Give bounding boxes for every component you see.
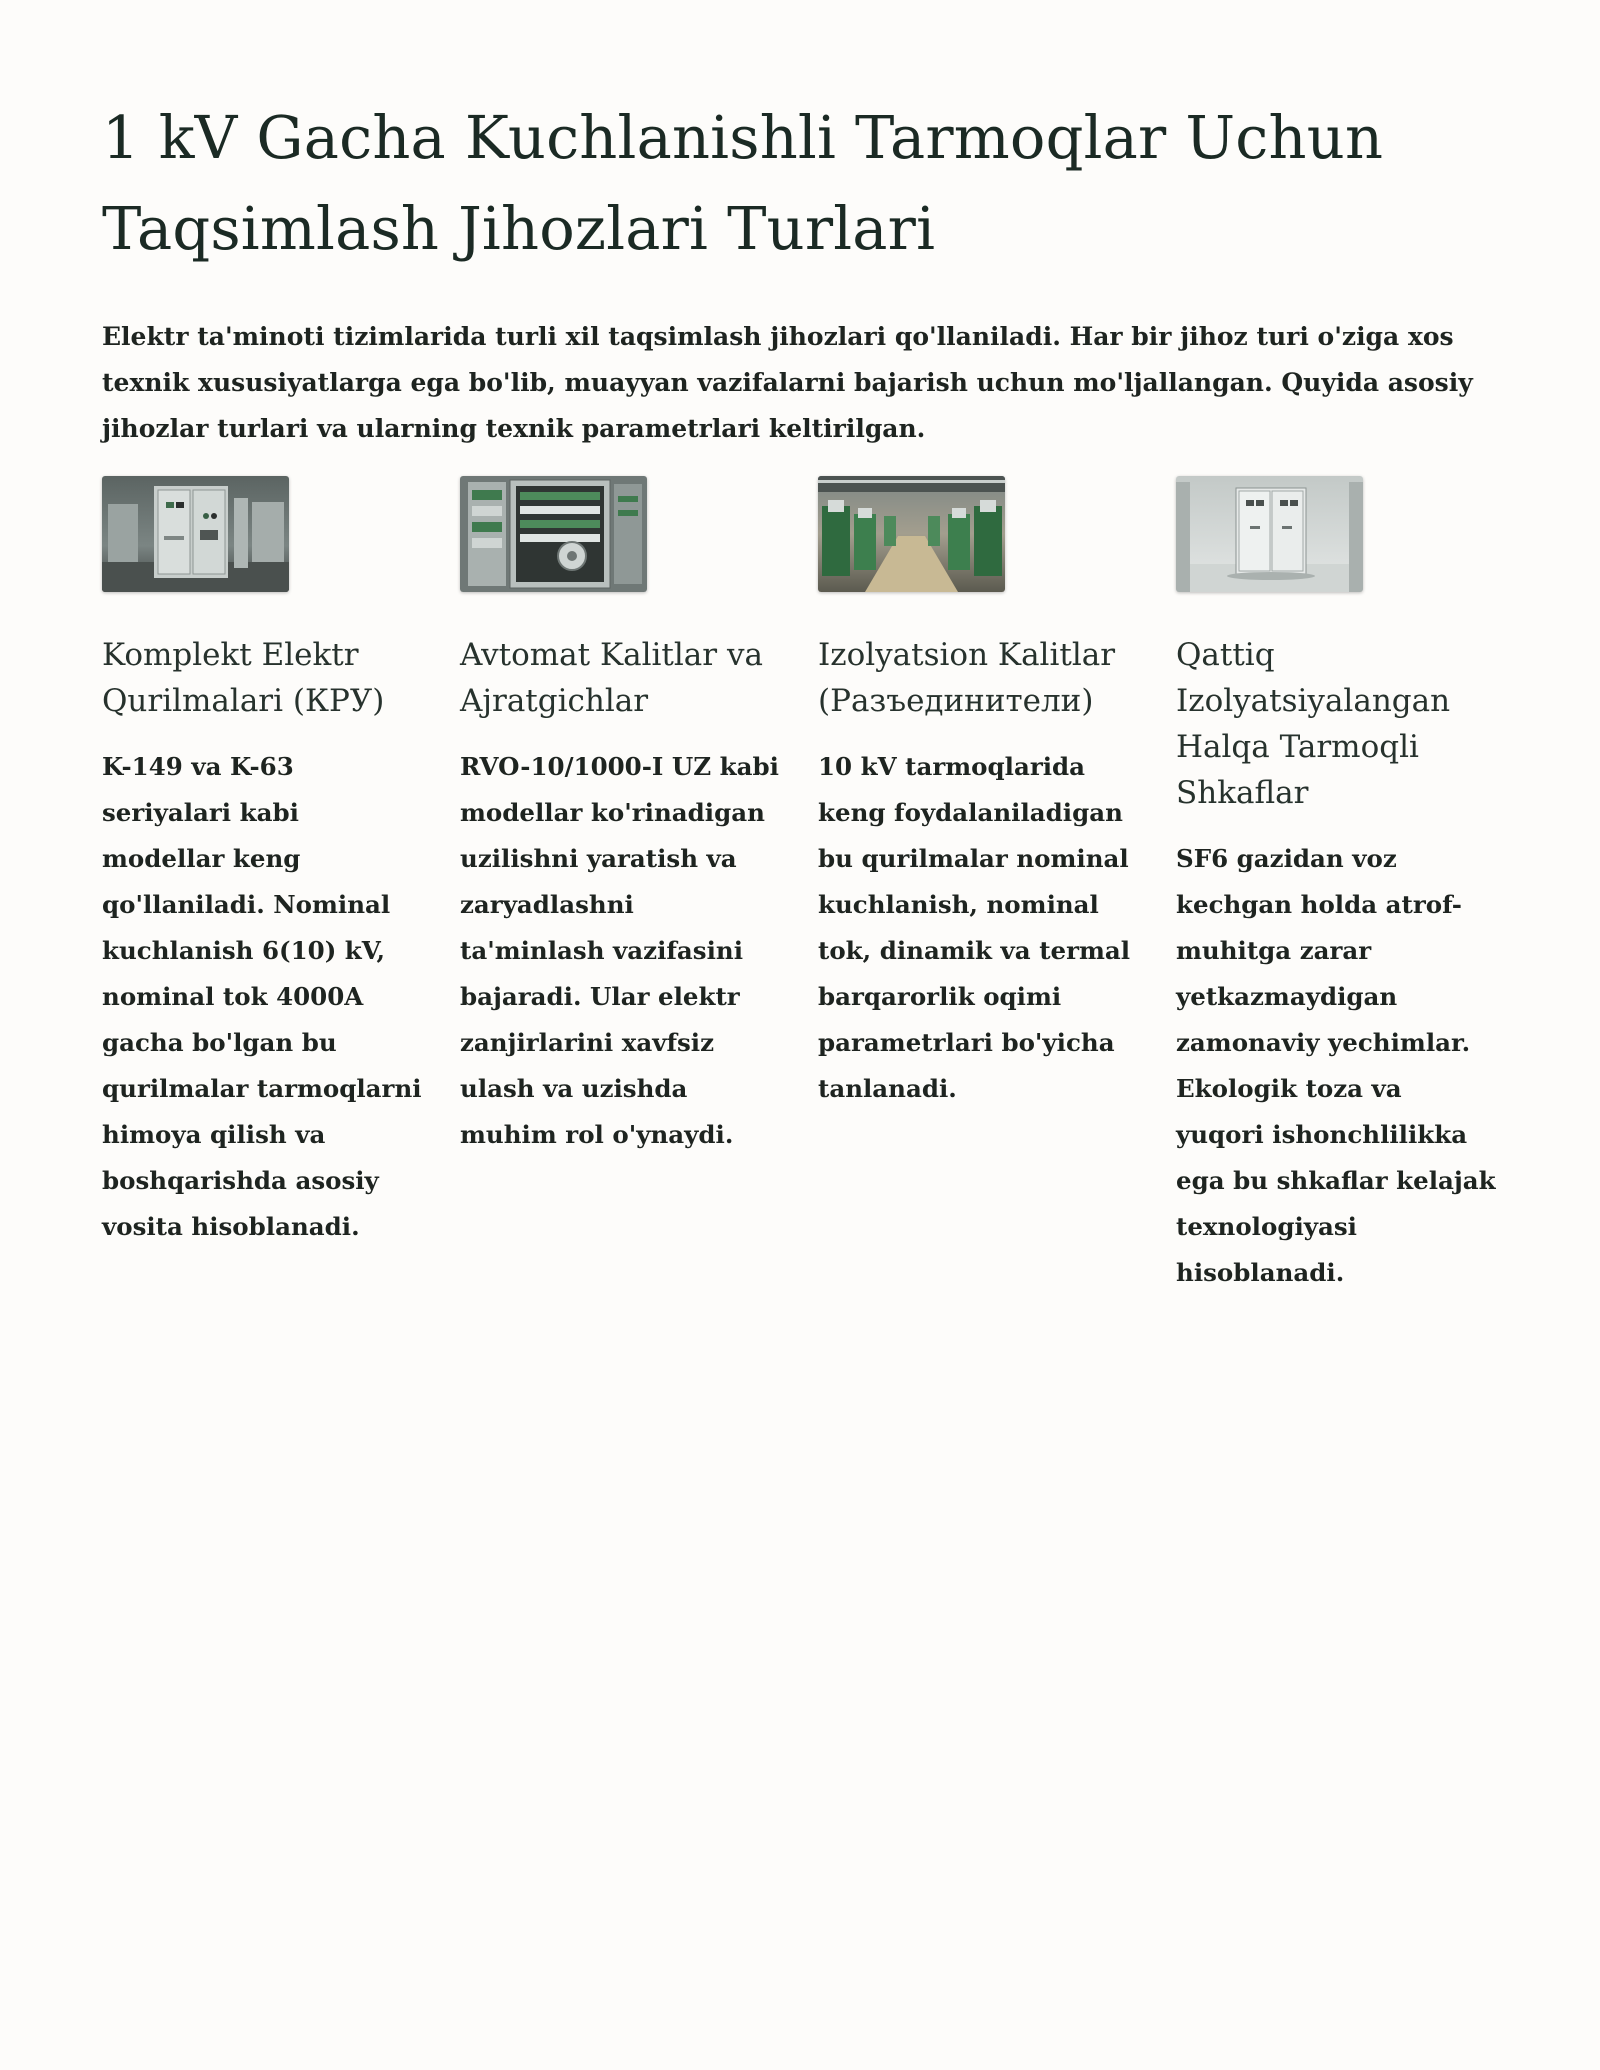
- page-title: 1 kV Gacha Kuchlanishli Tarmoqlar Uchun Taqsimlash Jihozlari Turlari: [102, 103, 1384, 263]
- card-switchgear: [102, 476, 422, 1296]
- card-description: 10 kV tarmoqlarida keng foydalaniladigan bu qurilmalar nominal kuchlanish, nominal tok, dinamik va termal barqarorlik oqimi parametrlari bo'yicha tanlanadi.: [818, 752, 1131, 1103]
- card-description: K-149 va K-63 seriyalari kabi modellar keng qo'llaniladi. Nominal kuchlanish 6(10) kV, nominal tok 4000A gacha bo'lgan bu qurilmalar tarmoqlarni himoya qilish va boshqarishda asosiy vosita hisoblanadi.: [102, 752, 422, 1241]
- card-title: Qattiq Izolyatsiyalangan Halqa Tarmoqli Shkaflar: [1176, 637, 1451, 811]
- card-description: RVO-10/1000-I UZ kabi modellar ko'rinadigan uzilishni yaratish va zaryadlashni ta'minlash vazifasini bajaradi. Ular elektr zanjirlarini xavfsiz ulash va uzishda muhim rol o'ynaydi.: [460, 752, 779, 1149]
- card-title: Izolyatsion Kalitlar (Разъединители): [818, 637, 1116, 719]
- equipment-cards: [102, 476, 1498, 1296]
- card-disconnectors: [818, 476, 1138, 1296]
- card-ring-main-cabinets: [1176, 476, 1496, 1296]
- switchgear-room-image: [102, 476, 289, 592]
- ring-main-cabinet-image: [1176, 476, 1363, 592]
- card-title: Komplekt Elektr Qurilmalari (КРУ): [102, 637, 385, 719]
- disconnector-hall-image: [818, 476, 1005, 592]
- card-circuit-breakers: [460, 476, 780, 1296]
- circuit-breaker-panel-image: [460, 476, 647, 592]
- intro-paragraph: Elektr ta'minoti tizimlarida turli xil taqsimlash jihozlari qo'llaniladi. Har bir jihoz turi o'ziga xos texnik xususiyatlarga ega bo'lib, muayyan vazifalarni bajarish uchun mo'ljallangan. Quyida asosiy jihozlar turlari va ularning texnik parametrlari keltirilgan.: [102, 322, 1473, 443]
- card-description: SF6 gazidan voz kechgan holda atrof-muhitga zarar yetkazmaydigan zamonaviy yechimlar. Ekologik toza va yuqori ishonchlilikka ega bu shkaflar kelajak texnologiyasi hisoblanadi.: [1176, 844, 1496, 1287]
- card-title: Avtomat Kalitlar va Ajratgichlar: [460, 637, 763, 719]
